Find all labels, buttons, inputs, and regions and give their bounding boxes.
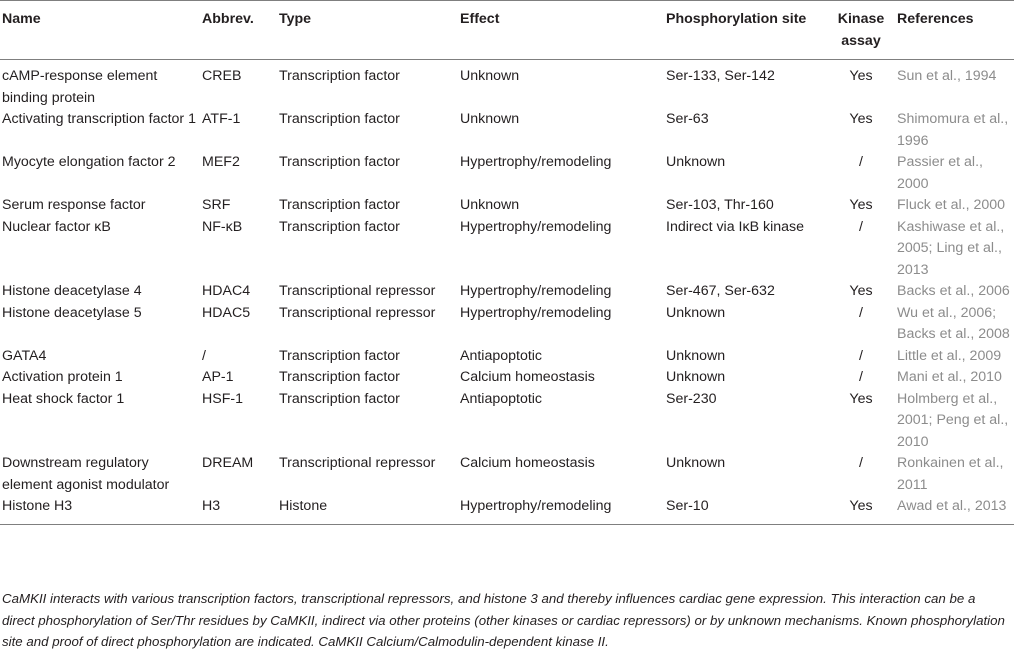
cell-abbrev: ATF-1 [202, 111, 241, 127]
table-row [0, 60, 1014, 110]
cell-kinase-assay: / [859, 154, 863, 170]
cell-abbrev: MEF2 [202, 154, 240, 170]
table-row [0, 496, 1014, 523]
cell-kinase-assay: Yes [849, 68, 873, 84]
cell-abbrev: CREB [202, 68, 242, 84]
table-row [0, 109, 1014, 152]
header-phosphorylation-site: Phosphorylation site [664, 1, 827, 60]
cell-effect: Antiapoptotic [460, 347, 543, 364]
cell-effect: Calcium homeostasis [460, 455, 595, 471]
cell-name: Heat shock factor 1 [2, 390, 125, 407]
table-header [0, 1, 1014, 60]
header-effect: Effect [458, 1, 664, 60]
cell-type: Transcription factor [279, 390, 400, 407]
cell-phosphorylation-site: Unknown [666, 347, 726, 364]
cell-name: Activating transcription factor 1 [2, 111, 196, 127]
cell-kinase-assay: Yes [849, 390, 873, 407]
cell-name: Histone deacetylase 4 [2, 283, 142, 299]
cell-references: Awad et al., 2013 [897, 498, 1007, 514]
cell-references: Fluck et al., 2000 [897, 197, 1006, 213]
cell-effect: Unknown [460, 197, 520, 213]
cell-type: Transcription factor [279, 347, 400, 364]
cell-kinase-assay: Yes [849, 111, 873, 127]
cell-abbrev: HDAC4 [202, 283, 251, 299]
cell-type: Transcription factor [279, 68, 400, 84]
cell-abbrev: HSF-1 [202, 390, 243, 407]
cell-references: Shimomura et al., 1996 [897, 111, 1009, 149]
cell-phosphorylation-site: Unknown [666, 455, 726, 471]
table-row [0, 453, 1014, 496]
cell-effect: Hypertrophy/remodeling [460, 498, 612, 514]
cell-phosphorylation-site: Unknown [666, 369, 726, 385]
cell-phosphorylation-site: Unknown [666, 304, 726, 321]
table-row [0, 217, 1014, 282]
cell-phosphorylation-site: Ser-103, Thr-160 [666, 197, 774, 213]
cell-effect: Calcium homeostasis [460, 369, 595, 385]
cell-phosphorylation-site: Ser-230 [666, 390, 717, 407]
cell-type: Transcriptional repressor [279, 455, 436, 471]
cell-type: Transcription factor [279, 154, 400, 170]
header-name: Name [0, 1, 200, 60]
cell-abbrev: NF-κB [202, 218, 243, 235]
table-row [0, 367, 1014, 389]
cell-references: Wu et al., 2006; Backs et al., 2008 [897, 304, 1010, 342]
cell-phosphorylation-site: Ser-467, Ser-632 [666, 283, 775, 299]
cell-type: Transcriptional repressor [279, 304, 436, 321]
table-bottom-rule [0, 524, 1014, 525]
cell-type: Transcription factor [279, 369, 400, 385]
cell-effect: Hypertrophy/remodeling [460, 154, 612, 170]
cell-references: Passier et al., 2000 [897, 154, 983, 192]
header-references: References [895, 1, 1014, 60]
header-row [0, 1, 1014, 60]
cell-abbrev: HDAC5 [202, 304, 251, 321]
cell-kinase-assay: / [859, 218, 863, 235]
cell-kinase-assay: / [859, 304, 863, 321]
cell-name: Nuclear factor κB [2, 218, 111, 235]
cell-name: Myocyte elongation factor 2 [2, 154, 176, 170]
table-row [0, 389, 1014, 454]
table-row [0, 303, 1014, 346]
cell-effect: Unknown [460, 68, 520, 84]
cell-effect: Antiapoptotic [460, 390, 543, 407]
cell-references: Kashiwase et al., 2005; Ling et al., 2013 [897, 218, 1005, 278]
cell-effect: Hypertrophy/remodeling [460, 218, 612, 235]
cell-type: Histone [279, 498, 328, 514]
cell-phosphorylation-site: Ser-133, Ser-142 [666, 68, 775, 84]
cell-name: Histone deacetylase 5 [2, 304, 142, 321]
cell-kinase-assay: / [859, 455, 863, 471]
cell-references: Little et al., 2009 [897, 347, 1002, 364]
cell-abbrev: AP-1 [202, 369, 234, 385]
cell-references: Mani et al., 2010 [897, 369, 1002, 385]
cell-references: Holmberg et al., 2001; Peng et al., 2010 [897, 390, 1009, 450]
cell-name: Downstream regulatory element agonist modulator [2, 455, 170, 493]
cell-kinase-assay: Yes [849, 197, 873, 213]
cell-abbrev: DREAM [202, 455, 254, 471]
cell-name: cAMP-response element binding protein [2, 68, 158, 106]
cell-name: Serum response factor [2, 197, 146, 213]
cell-kinase-assay: / [859, 347, 863, 364]
table-row [0, 152, 1014, 195]
cell-name: Histone H3 [2, 498, 73, 514]
table-body [0, 60, 1014, 523]
table-row [0, 281, 1014, 303]
header-kinase-assay: Kinase assay [827, 1, 895, 60]
header-type: Type [277, 1, 458, 60]
cell-effect: Unknown [460, 111, 520, 127]
cell-effect: Hypertrophy/remodeling [460, 304, 612, 321]
table-row [0, 195, 1014, 217]
cell-type: Transcription factor [279, 111, 400, 127]
cell-kinase-assay: Yes [849, 498, 873, 514]
cell-type: Transcriptional repressor [279, 283, 436, 299]
cell-phosphorylation-site: Indirect via IκB kinase [666, 218, 804, 235]
cell-phosphorylation-site: Ser-63 [666, 111, 709, 127]
cell-abbrev: SRF [202, 197, 231, 213]
cell-phosphorylation-site: Ser-10 [666, 498, 709, 514]
cell-kinase-assay: Yes [849, 283, 873, 299]
cell-type: Transcription factor [279, 218, 400, 235]
cell-references: Ronkainen et al., 2011 [897, 455, 1004, 493]
table-caption: CaMKII interacts with various transcription factors, transcriptional repressors, and histone 3 and thereby influences cardiac gene expression. This interaction can be a direct phosphorylation of Ser/Thr residues by CaMKII, indirect via other proteins (other kinases or cardiac repressors) or by unknown mechanisms. Known phosphorylation site and proof of direct phosphorylation are indicated. CaMKII Calcium/Calmodulin-dependent kinase II. [2, 591, 1005, 649]
cell-phosphorylation-site: Unknown [666, 154, 726, 170]
cell-abbrev: H3 [202, 498, 221, 514]
cell-references: Sun et al., 1994 [897, 68, 997, 84]
cell-references: Backs et al., 2006 [897, 283, 1010, 299]
cell-name: Activation protein 1 [2, 369, 123, 385]
cell-type: Transcription factor [279, 197, 400, 213]
cell-name: GATA4 [2, 347, 47, 364]
table-row [0, 346, 1014, 368]
cell-effect: Hypertrophy/remodeling [460, 283, 612, 299]
cell-abbrev: / [202, 347, 206, 364]
cell-kinase-assay: / [859, 369, 863, 385]
header-abbrev: Abbrev. [200, 1, 277, 60]
